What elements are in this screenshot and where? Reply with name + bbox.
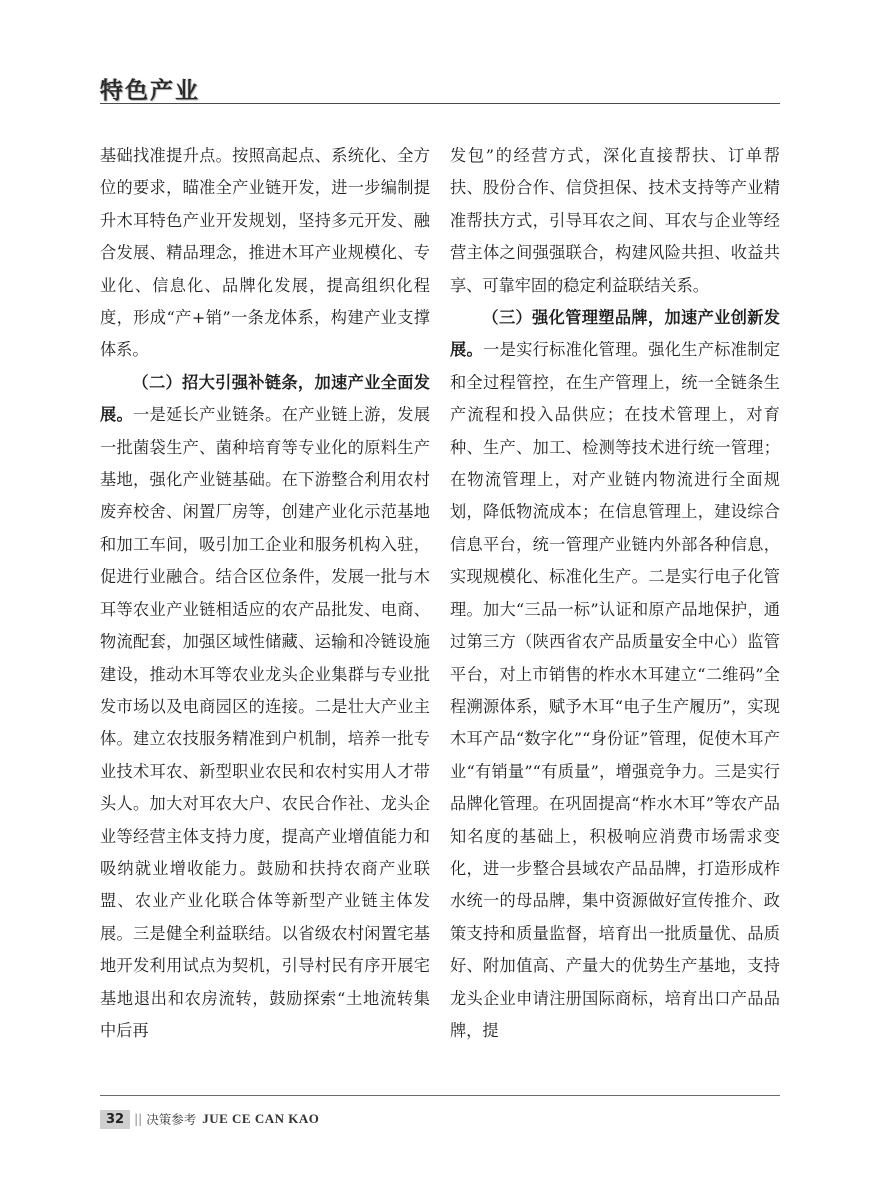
journal-name-pinyin: JUE CE CAN KAO <box>202 1111 320 1126</box>
right-paragraph-1: 发包”的经营方式，深化直接帮扶、订单帮扶、股份合作、信贷担保、技术支持等产业精准帮扶方式，引导耳农之间、耳农与企业等经营主体之间强强联合，构建风险共担、收益共享、可靠牢固的稳定利益联结关系。 <box>450 146 780 295</box>
section-title: 特色产业 <box>100 78 200 104</box>
left-paragraph-2 <box>100 367 430 1048</box>
left-paragraph-1: 基础找准提升点。按照高起点、系统化、全方位的要求，瞄准全产业链开发，进一步编制提升木耳特色产业开发规划，坚持多元开发、融合发展、精品理念，推进木耳产业规模化、专业化、信息化、品牌化发展，提高组织化程度，形成“产+销”一条龙体系，构建产业支撑体系。 <box>100 146 430 360</box>
page-footer <box>100 1107 319 1131</box>
right-paragraph-2 <box>450 302 780 1047</box>
footer-separator: || <box>134 1112 143 1126</box>
subheading-3: （三）强化管理塑品牌，加速产业创新发展。 <box>450 308 780 360</box>
right-column <box>450 140 780 1047</box>
left-column <box>100 140 430 1047</box>
left-paragraph-2-body: 一是延长产业链条。在产业链上游，发展一批菌袋生产、菌种培育等专业化的原料生产基地，强化产业链基础。在下游整合利用农村废弃校舍、闲置厂房等，创建产业化示范基地和加工车间，吸引加工企业和服务机构入驻，促进行业融合。结合区位条件，发展一批与木耳等农业产业链相适应的农产品批发、电商、物流配套，加强区域性储藏、运输和冷链设施建设，推动木耳等农业龙头企业集群与专业批发市场以及电商园区的连接。二是壮大产业主体。建立农技服务精准到户机制，培养一批专业技术耳农、新型职业农民和农村实用人才带头人。加大对耳农大户、农民合作社、龙头企业等经营主体支持力度，提高产业增值能力和吸纳就业增收能力。鼓励和扶持农商产业联盟、农业产业化联合体等新型产业链主体发展。三是健全利益联结。以省级农村闲置宅基地开发利用试点为契机，引导村民有序开展宅基地退出和农房流转，鼓励探索“土地流转集中后再 <box>100 405 431 1040</box>
footer-divider <box>100 1095 780 1096</box>
page-number: 32 <box>100 1110 130 1129</box>
page-header <box>100 72 780 104</box>
header-divider <box>100 103 780 104</box>
right-paragraph-2-body: 一是实行标准化管理。强化生产标准制定和全过程管控，在生产管理上，统一全链条生产流程和投入品供应；在技术管理上，对育种、生产、加工、检测等技术进行统一管理；在物流管理上，对产业链内物流进行全面规划，降低物流成本；在信息管理上，建设综合信息平台，统一管理产业链内外部各种信息，实现规模化、标准化生产。二是实行电子化管理。加大“三品一标”认证和原产品地保护，通过第三方（陕西省农产品质量安全中心）监管平台，对上市销售的柞水木耳建立“二维码”全程溯源体系，赋予木耳“电子生产履历”，实现木耳产品“数字化”“身份证”管理，促使木耳产业“有销量”“有质量”，增强竞争力。三是实行品牌化管理。在巩固提高“柞水木耳”等农产品知名度的基础上，积极响应消费市场需求变化，进一步整合县域农产品品牌，打造形成柞水统一的母品牌，集中资源做好宣传推介、政策支持和质量监督，培育出一批质量优、品质好、附加值高、产量大的优势生产基地，支持龙头企业申请注册国际商标，培育出口产品品牌，提 <box>450 340 781 1040</box>
journal-name-chinese: 决策参考 <box>146 1112 197 1127</box>
subheading-2: （二）招大引强补链条，加速产业全面发展。 <box>100 372 430 425</box>
